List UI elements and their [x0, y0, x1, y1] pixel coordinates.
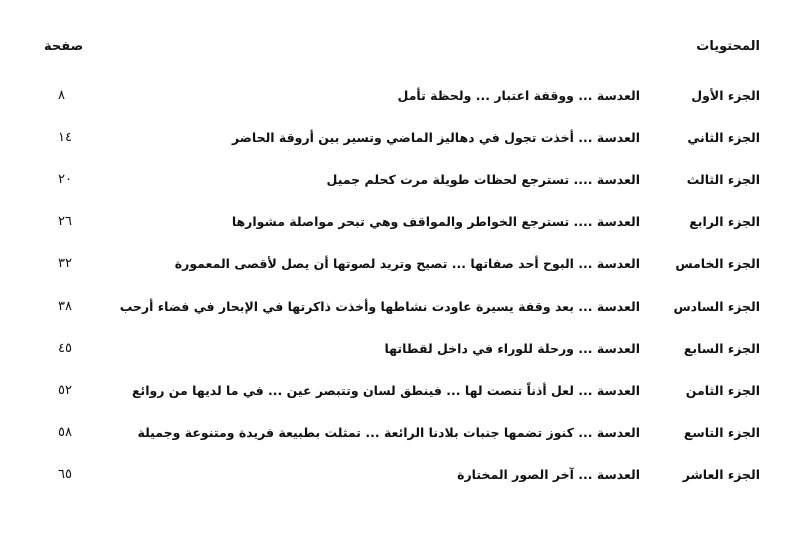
- toc-entry-description: العدسة ... ورحلة للوراء في داخل لقطاتها: [384, 341, 640, 356]
- toc-entry-part: الجزء التاسع: [683, 425, 760, 440]
- toc-entry-description: العدسة ... كنوز تضمها جنبات بلادنا الرائعة ... تمثلت بطبيعة فريدة ومتنوعة وجميلة: [137, 425, 640, 440]
- toc-entry-part: الجزء الخامس: [675, 256, 760, 271]
- toc-entry-page-number: ٥٢: [58, 383, 72, 398]
- toc-entry-page-number: ٨: [58, 88, 65, 103]
- toc-entry-description: العدسة ... ووقفة اعتبار ... ولحظة تأمل: [397, 88, 640, 103]
- toc-entry: [0, 255, 800, 275]
- toc-entry: [0, 424, 800, 444]
- toc-entry: [0, 298, 800, 318]
- toc-entry-description: العدسة ... آخر الصور المختارة: [457, 467, 640, 482]
- toc-entry: [0, 340, 800, 360]
- toc-entry: [0, 382, 800, 402]
- toc-entry-page-number: ٢٠: [58, 172, 72, 187]
- contents-heading: المحتويات: [696, 39, 760, 54]
- toc-entry-part: الجزء العاشر: [682, 467, 760, 482]
- toc-entry: [0, 87, 800, 107]
- toc-entry: [0, 213, 800, 233]
- toc-entry-part: الجزء الأول: [691, 88, 760, 103]
- toc-entry-part: الجزء الثاني: [687, 130, 760, 145]
- toc-entry-part: الجزء الرابع: [689, 214, 760, 229]
- toc-entry-page-number: ١٤: [58, 130, 72, 145]
- toc-entry-page-number: ٤٥: [58, 341, 72, 356]
- toc-entry-description: العدسة ... البوح أحد صفاتها ... تصيح وتريد لصوتها أن يصل لأقصى المعمورة: [174, 256, 640, 271]
- toc-entry: [0, 466, 800, 486]
- toc-entry: [0, 171, 800, 191]
- toc-entry-part: الجزء السابع: [683, 341, 760, 356]
- toc-entry-description: العدسة .... تسترجع الخواطر والمواقف وهي تبحر مواصلة مشوارها: [231, 214, 640, 229]
- toc-entry-description: العدسة ... بعد وقفة يسيرة عاودت نشاطها وأخذت ذاكرتها في الإبحار في فضاء أرحب: [119, 299, 640, 314]
- toc-entry: [0, 129, 800, 149]
- toc-entry-description: العدسة .... تسترجع لحظات طويلة مرت كحلم جميل: [326, 172, 640, 187]
- toc-entry-page-number: ٣٨: [58, 299, 72, 314]
- toc-entry-part: الجزء الثامن: [685, 383, 760, 398]
- toc-entry-part: الجزء الثالث: [686, 172, 760, 187]
- toc-entry-description: العدسة ... لعل أذناً تنصت لها ... فينطق لسان وتتبصر عين ... في ما لديها من روائع: [131, 383, 640, 398]
- toc-entry-page-number: ٢٦: [58, 214, 72, 229]
- page-column-heading: صفحة: [44, 39, 84, 54]
- toc-entry-description: العدسة ... أخذت تجول في دهاليز الماضي وتسير بين أروقة الحاضر: [232, 130, 640, 145]
- toc-entry-page-number: ٦٥: [58, 467, 72, 482]
- toc-entry-page-number: ٥٨: [58, 425, 72, 440]
- toc-entry-page-number: ٣٢: [58, 256, 72, 271]
- toc-entry-part: الجزء السادس: [673, 299, 760, 314]
